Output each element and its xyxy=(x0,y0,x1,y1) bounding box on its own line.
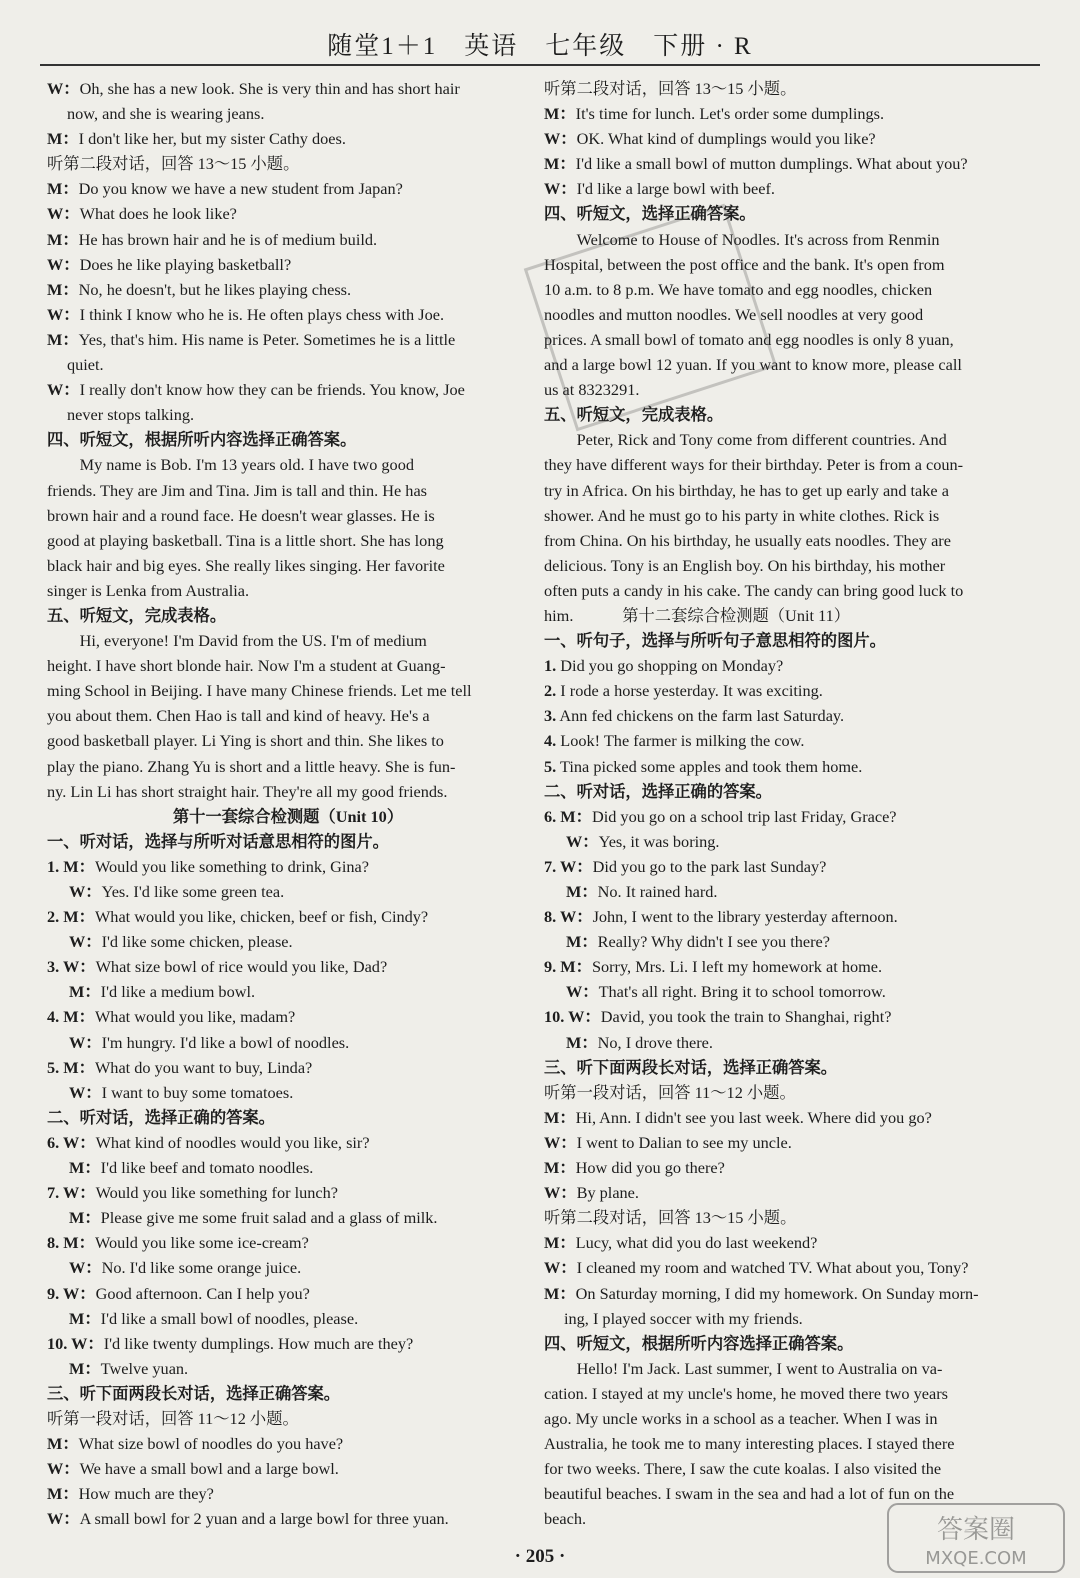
speaker-label: W： xyxy=(69,932,102,952)
line-text: I'd like beef and tomato noodles. xyxy=(100,1158,314,1178)
line-text: I want to buy some tomatoes. xyxy=(101,1082,294,1102)
speaker-label: 5. M： xyxy=(47,1057,95,1077)
text-line xyxy=(47,528,529,553)
text-line xyxy=(544,1130,1035,1155)
text-line xyxy=(47,954,529,979)
line-text: cation. I stayed at my uncle's home, he moved there two years xyxy=(544,1383,948,1403)
speaker-label: 10. W： xyxy=(544,1007,601,1027)
text-line xyxy=(544,1180,1035,1205)
speaker-label: W： xyxy=(47,1459,80,1479)
line-text: He has brown hair and he is of medium build. xyxy=(78,229,378,249)
speaker-label: W： xyxy=(69,1082,102,1102)
line-text: 三、听下面两段长对话，选择正确答案。 xyxy=(544,1057,838,1077)
line-text: us at 8323291. xyxy=(544,380,640,400)
text-line xyxy=(47,1255,529,1280)
text-line xyxy=(47,151,529,176)
speaker-label: 9. M： xyxy=(544,957,592,977)
line-text: Did you go on a school trip last Friday, Grace? xyxy=(591,806,897,826)
text-line xyxy=(544,1306,1035,1331)
speaker-label: M： xyxy=(566,882,598,901)
line-text: No, I drove there. xyxy=(597,1032,713,1052)
watermark-url: MXQE.COM xyxy=(925,1548,1027,1569)
speaker-label: M： xyxy=(544,1233,576,1253)
speaker-label: M： xyxy=(69,982,101,1002)
line-text: I don't like her, but my sister Cathy does. xyxy=(78,129,346,149)
text-line xyxy=(544,1155,1035,1180)
line-text: ago. My uncle works in a school as a teacher. When I was in xyxy=(544,1408,938,1428)
line-text: What would you like, madam? xyxy=(94,1007,296,1027)
text-line xyxy=(47,201,529,226)
text-line xyxy=(47,829,529,854)
speaker-label: W： xyxy=(566,831,599,851)
text-line xyxy=(47,1381,529,1406)
text-line xyxy=(47,503,529,528)
line-text: Australia, he took me to many interesting places. I stayed there xyxy=(544,1434,955,1454)
text-line xyxy=(47,1306,529,1331)
page-header: 随堂1＋1 英语 七年级 下册 · R xyxy=(327,33,753,60)
text-line xyxy=(47,1356,529,1381)
line-text: What would you like, chicken, beef or fish, Cindy? xyxy=(94,907,429,927)
text-line xyxy=(47,1030,529,1055)
speaker-label: M： xyxy=(544,104,576,124)
text-line xyxy=(544,779,1035,804)
text-line xyxy=(544,1381,1035,1406)
speaker-label: M： xyxy=(69,1358,101,1378)
line-text: and a large bowl 12 yuan. If you want to know more, please call xyxy=(544,355,962,375)
speaker-label: W： xyxy=(47,254,80,274)
line-text: Hi, everyone! I'm David from the US. I'm of medium xyxy=(79,631,427,651)
text-line xyxy=(47,1281,529,1306)
line-text: Sorry, Mrs. Li. I left my homework at home. xyxy=(591,957,883,977)
text-line xyxy=(544,1406,1035,1431)
line-text: A small bowl for 2 yuan and a large bowl for three yuan. xyxy=(79,1509,449,1529)
text-line xyxy=(47,779,529,804)
left-column xyxy=(47,76,529,1531)
line-text: Did you go to the park last Sunday? xyxy=(592,856,827,876)
text-line xyxy=(544,804,1035,829)
line-text: delicious. Tony is an English boy. On his birthday, his mother xyxy=(544,555,946,575)
line-text: Does he like playing basketball? xyxy=(79,254,292,274)
line-text: 10 a.m. to 8 p.m. We have tomato and egg noodles, chicken xyxy=(544,279,933,299)
speaker-label: M： xyxy=(47,129,79,149)
text-line xyxy=(544,478,1035,503)
speaker-label: M： xyxy=(566,932,598,952)
text-line xyxy=(544,678,1035,703)
speaker-label: W： xyxy=(47,1509,80,1529)
text-line xyxy=(544,427,1035,452)
text-line xyxy=(544,201,1035,226)
line-text: Hi, Ann. I didn't see you last week. Where did you go? xyxy=(575,1107,932,1127)
text-line xyxy=(544,503,1035,528)
line-text: Hello! I'm Jack. Last summer, I went to Australia on va- xyxy=(576,1358,943,1378)
text-line xyxy=(544,829,1035,854)
speaker-label: W： xyxy=(69,882,102,901)
line-text: Hospital, between the post office and the bank. It's open from xyxy=(544,254,945,274)
speaker-label: 6. W： xyxy=(47,1132,96,1152)
line-text: ing, I played soccer with my friends. xyxy=(564,1308,803,1328)
line-text: 五、听短文，完成表格。 xyxy=(544,405,724,425)
speaker-label: M： xyxy=(47,229,79,249)
speaker-label: 9. W： xyxy=(47,1283,96,1303)
line-text: Lucy, what did you do last weekend? xyxy=(575,1233,818,1253)
line-text: No. It rained hard. xyxy=(597,882,718,901)
line-text: We have a small bowl and a large bowl. xyxy=(79,1459,339,1479)
line-text: Yes. I'd like some green tea. xyxy=(101,882,285,901)
speaker-label: W： xyxy=(69,1258,102,1278)
line-text: Did you go shopping on Monday? xyxy=(556,656,784,676)
line-text: 听第二段对话，回答 13～15 小题。 xyxy=(544,79,797,98)
line-text: height. I have short blonde hair. Now I'm a student at Guang- xyxy=(47,656,446,676)
text-line xyxy=(544,603,1035,628)
text-line xyxy=(544,1205,1035,1230)
speaker-label: 3. W： xyxy=(47,957,96,977)
text-line xyxy=(544,553,1035,578)
text-line xyxy=(47,1080,529,1105)
line-text: What kind of noodles would you like, sir? xyxy=(95,1132,370,1152)
line-text: 听第一段对话，回答 11～12 小题。 xyxy=(544,1082,796,1102)
text-line xyxy=(47,703,529,728)
line-text: 一、听对话，选择与所听对话意思相符的图片。 xyxy=(47,831,389,851)
text-line xyxy=(47,1205,529,1230)
line-text: Ann fed chickens on the farm last Saturday. xyxy=(556,706,845,726)
speaker-label: 8. M： xyxy=(47,1233,95,1253)
text-line xyxy=(544,76,1035,101)
text-line xyxy=(47,227,529,252)
text-line xyxy=(47,879,529,904)
text-line xyxy=(47,628,529,653)
speaker-label: W： xyxy=(544,129,577,149)
text-line xyxy=(544,1055,1035,1080)
text-line xyxy=(47,1406,529,1431)
line-text: 二、听对话，选择正确的答案。 xyxy=(544,781,772,801)
line-text: 三、听下面两段长对话，选择正确答案。 xyxy=(47,1383,341,1403)
speaker-label: W： xyxy=(69,1032,102,1052)
line-text: Please give me some fruit salad and a glass of milk. xyxy=(100,1208,438,1228)
text-line xyxy=(544,979,1035,1004)
line-text: brown hair and a round face. He doesn't wear glasses. He is xyxy=(47,505,435,525)
line-text: No, he doesn't, but he likes playing chess. xyxy=(78,279,352,299)
line-text: OK. What kind of dumplings would you like? xyxy=(576,129,876,149)
line-text: I'd like a small bowl of mutton dumplings. What about you? xyxy=(575,154,968,174)
line-text: Would you like something for lunch? xyxy=(95,1183,338,1203)
text-line xyxy=(47,1506,529,1531)
speaker-label: 8. W： xyxy=(544,907,593,927)
line-text: ming School in Beijing. I have many Chinese friends. Let me tell xyxy=(47,681,472,701)
line-text: quiet. xyxy=(67,355,104,375)
text-line xyxy=(544,904,1035,929)
text-line xyxy=(544,176,1035,201)
line-text: often puts a candy in his cake. The candy can bring good luck to xyxy=(544,580,964,600)
line-text: 听第二段对话，回答 13～15 小题。 xyxy=(544,1208,797,1228)
line-text: I really don't know how they can be friends. You know, Joe xyxy=(79,380,465,400)
text-line xyxy=(544,754,1035,779)
line-text: Twelve yuan. xyxy=(100,1358,189,1378)
line-text: shower. And he must go to his party in white clothes. Rick is xyxy=(544,505,940,525)
text-line xyxy=(544,628,1035,653)
line-text: What does he look like? xyxy=(79,204,237,224)
line-text: I'd like a large bowl with beef. xyxy=(576,179,775,199)
text-line xyxy=(47,1230,529,1255)
line-text: I cleaned my room and watched TV. What about you, Tony? xyxy=(576,1258,969,1278)
speaker-label: M： xyxy=(47,1434,79,1454)
speaker-label: M： xyxy=(69,1308,101,1328)
text-line xyxy=(544,1255,1035,1280)
text-line xyxy=(47,1055,529,1080)
text-line xyxy=(47,1130,529,1155)
line-text: 听第二段对话，回答 13～15 小题。 xyxy=(47,154,300,174)
text-line xyxy=(47,277,529,302)
line-text: Do you know we have a new student from Japan? xyxy=(78,179,403,199)
text-line xyxy=(47,252,529,277)
text-line xyxy=(47,653,529,678)
speaker-label: W： xyxy=(544,179,577,199)
text-line xyxy=(544,1356,1035,1381)
text-line xyxy=(544,151,1035,176)
line-text: I'd like some chicken, please. xyxy=(101,932,293,952)
speaker-label: W： xyxy=(544,1183,577,1203)
line-text: Look! The farmer is milking the cow. xyxy=(556,731,805,751)
speaker-label: M： xyxy=(544,1107,576,1127)
line-text: 四、听短文，选择正确答案。 xyxy=(544,204,756,224)
line-text: Yes, that's him. His name is Peter. Sometimes he is a little xyxy=(78,329,456,349)
speaker-label: W： xyxy=(544,1132,577,1152)
speaker-label: W： xyxy=(47,79,80,98)
line-text: friends. They are Jim and Tina. Jim is tall and thin. He has xyxy=(47,480,428,500)
text-line xyxy=(47,1180,529,1205)
speaker-label: W： xyxy=(47,304,80,324)
text-line xyxy=(47,402,529,427)
text-line xyxy=(47,904,529,929)
text-line xyxy=(47,377,529,402)
text-line xyxy=(47,979,529,1004)
speaker-label: 1. xyxy=(544,656,557,676)
line-text: prices. A small bowl of tomato and egg noodles is only 8 yuan, xyxy=(544,329,954,349)
text-line xyxy=(544,728,1035,753)
line-text: Would you like something to drink, Gina? xyxy=(94,856,370,876)
text-line xyxy=(544,1004,1035,1029)
line-text: Peter, Rick and Tony come from different countries. And xyxy=(576,430,947,450)
line-text: I'm hungry. I'd like a bowl of noodles. xyxy=(101,1032,350,1052)
line-text: him. 第十二套综合检测题（Unit 11） xyxy=(544,605,851,625)
text-line xyxy=(47,126,529,151)
text-line xyxy=(544,1431,1035,1456)
text-line xyxy=(47,929,529,954)
text-line xyxy=(47,101,529,126)
line-text: now, and she is wearing jeans. xyxy=(67,104,265,124)
line-text: 四、听短文，根据所听内容选择正确答案。 xyxy=(544,1333,854,1353)
text-line xyxy=(47,1481,529,1506)
speaker-label: 7. W： xyxy=(47,1183,96,1203)
text-line xyxy=(47,352,529,377)
line-text: I rode a horse yesterday. It was exciting. xyxy=(556,681,823,701)
line-text: 一、听句子，选择与所听句子意思相符的图片。 xyxy=(544,631,886,651)
text-line xyxy=(47,804,529,829)
text-line xyxy=(544,1030,1035,1055)
speaker-label: W： xyxy=(566,982,599,1002)
line-text: Really? Why didn't I see you there? xyxy=(597,932,830,952)
speaker-label: M： xyxy=(47,1484,79,1504)
text-line xyxy=(47,728,529,753)
speaker-label: 10. W： xyxy=(47,1333,104,1353)
text-line xyxy=(47,553,529,578)
text-line xyxy=(47,578,529,603)
page-number: · 205 · xyxy=(514,1546,566,1567)
speaker-label: M： xyxy=(69,1208,101,1228)
speaker-label: M： xyxy=(544,1158,576,1178)
line-text: I'd like twenty dumplings. How much are they? xyxy=(103,1333,414,1353)
text-line xyxy=(544,653,1035,678)
speaker-label: W： xyxy=(47,204,80,224)
line-text: How much are they? xyxy=(78,1484,214,1504)
speaker-label: 4. xyxy=(544,731,557,751)
text-line xyxy=(47,302,529,327)
line-text: play the piano. Zhang Yu is short and a little heavy. She is fun- xyxy=(47,756,456,776)
line-text: never stops talking. xyxy=(67,405,195,425)
text-line xyxy=(47,1456,529,1481)
text-line xyxy=(47,1431,529,1456)
line-text: What size bowl of rice would you like, Dad? xyxy=(95,957,388,977)
line-text: beach. xyxy=(544,1509,587,1529)
text-line xyxy=(544,954,1035,979)
line-text: What do you want to buy, Linda? xyxy=(94,1057,313,1077)
line-text: 四、听短文，根据所听内容选择正确答案。 xyxy=(47,430,357,450)
text-line xyxy=(544,1456,1035,1481)
text-line xyxy=(47,1331,529,1356)
text-line xyxy=(47,754,529,779)
line-text: That's all right. Bring it to school tomorrow. xyxy=(598,982,886,1002)
speaker-label: 2. xyxy=(544,681,557,701)
line-text: On Saturday morning, I did my homework. On Sunday morn- xyxy=(575,1283,979,1303)
text-line xyxy=(47,327,529,352)
speaker-label: 4. M： xyxy=(47,1007,95,1027)
text-line xyxy=(544,452,1035,477)
speaker-label: 1. M： xyxy=(47,856,95,876)
line-text: I think I know who he is. He often plays chess with Joe. xyxy=(79,304,445,324)
text-line xyxy=(47,678,529,703)
text-line xyxy=(544,1281,1035,1306)
speaker-label: 5. xyxy=(544,756,557,776)
speaker-label: M： xyxy=(47,329,79,349)
line-text: Good afternoon. Can I help you? xyxy=(95,1283,310,1303)
text-line xyxy=(544,528,1035,553)
speaker-label: M： xyxy=(69,1158,101,1178)
line-text: It's time for lunch. Let's order some dumplings. xyxy=(575,104,885,124)
text-line xyxy=(544,1331,1035,1356)
line-text: Oh, she has a new look. She is very thin and has short hair xyxy=(79,79,460,98)
text-line xyxy=(47,427,529,452)
line-text: you about them. Chen Hao is tall and kind of heavy. He's a xyxy=(47,706,430,726)
line-text: I'd like a medium bowl. xyxy=(100,982,256,1002)
header-divider xyxy=(40,64,1040,66)
text-line xyxy=(47,1155,529,1180)
text-line xyxy=(544,1105,1035,1130)
line-text: How did you go there? xyxy=(575,1158,725,1178)
line-text: 五、听短文，完成表格。 xyxy=(47,605,227,625)
text-line xyxy=(544,126,1035,151)
line-text: My name is Bob. I'm 13 years old. I have two good xyxy=(79,455,414,475)
line-text: from China. On his birthday, he usually eats noodles. They are xyxy=(544,530,951,550)
line-text: noodles and mutton noodles. We sell noodles at very good xyxy=(544,304,924,324)
speaker-label: M： xyxy=(544,154,576,174)
line-text: 听第一段对话，回答 11～12 小题。 xyxy=(47,1408,299,1428)
speaker-label: W： xyxy=(544,1258,577,1278)
speaker-label: M： xyxy=(566,1032,598,1052)
line-text: Tina picked some apples and took them home. xyxy=(556,756,863,776)
text-line xyxy=(47,452,529,477)
watermark-cn: 答案圈 xyxy=(936,1515,1016,1545)
speaker-label: 6. M： xyxy=(544,806,592,826)
line-text: Would you like some ice-cream? xyxy=(94,1233,309,1253)
speaker-label: M： xyxy=(47,279,79,299)
line-text: I went to Dalian to see my uncle. xyxy=(576,1132,792,1152)
line-text: for two weeks. There, I saw the cute koalas. I also visited the xyxy=(544,1459,942,1479)
speaker-label: 3. xyxy=(544,706,557,726)
line-text: By plane. xyxy=(576,1183,639,1203)
text-line xyxy=(544,1230,1035,1255)
text-line xyxy=(47,603,529,628)
line-text: 二、听对话，选择正确的答案。 xyxy=(47,1107,275,1127)
text-line xyxy=(544,1080,1035,1105)
watermark-logo xyxy=(886,1502,1066,1574)
text-line xyxy=(47,478,529,503)
line-text: I'd like a small bowl of noodles, please. xyxy=(100,1308,359,1328)
speaker-label: M： xyxy=(47,179,79,199)
text-line xyxy=(544,929,1035,954)
line-text: No. I'd like some orange juice. xyxy=(101,1258,302,1278)
speaker-label: 2. M： xyxy=(47,907,95,927)
line-text: try in Africa. On his birthday, he has to get up early and take a xyxy=(544,480,949,500)
speaker-label: 7. W： xyxy=(544,856,593,876)
line-text: singer is Lenka from Australia. xyxy=(47,580,250,600)
line-text: ny. Lin Li has short straight hair. They're all my good friends. xyxy=(47,781,448,801)
line-text: What size bowl of noodles do you have? xyxy=(78,1434,344,1454)
text-line xyxy=(544,854,1035,879)
line-text: beautiful beaches. I swam in the sea and had a lot of fun on the xyxy=(544,1484,955,1504)
text-line xyxy=(544,101,1035,126)
line-text: 第十一套综合检测题（Unit 10） xyxy=(172,806,404,826)
speaker-label: M： xyxy=(544,1283,576,1303)
line-text: good basketball player. Li Ying is short and thin. She likes to xyxy=(47,731,444,751)
text-line xyxy=(544,578,1035,603)
text-line xyxy=(47,854,529,879)
line-text: black hair and big eyes. She really likes singing. Her favorite xyxy=(47,555,445,575)
line-text: Yes, it was boring. xyxy=(598,831,720,851)
line-text: Welcome to House of Noodles. It's across from Renmin xyxy=(576,229,940,249)
line-text: they have different ways for their birthday. Peter is from a coun- xyxy=(544,455,964,475)
line-text: good at playing basketball. Tina is a little short. She has long xyxy=(47,530,444,550)
text-line xyxy=(47,176,529,201)
line-text: David, you took the train to Shanghai, right? xyxy=(600,1007,892,1027)
text-line xyxy=(47,1105,529,1130)
speaker-label: W： xyxy=(47,380,80,400)
line-text: John, I went to the library yesterday afternoon. xyxy=(592,907,898,927)
text-line xyxy=(47,76,529,101)
text-line xyxy=(47,1004,529,1029)
text-line xyxy=(544,703,1035,728)
text-line xyxy=(544,879,1035,904)
